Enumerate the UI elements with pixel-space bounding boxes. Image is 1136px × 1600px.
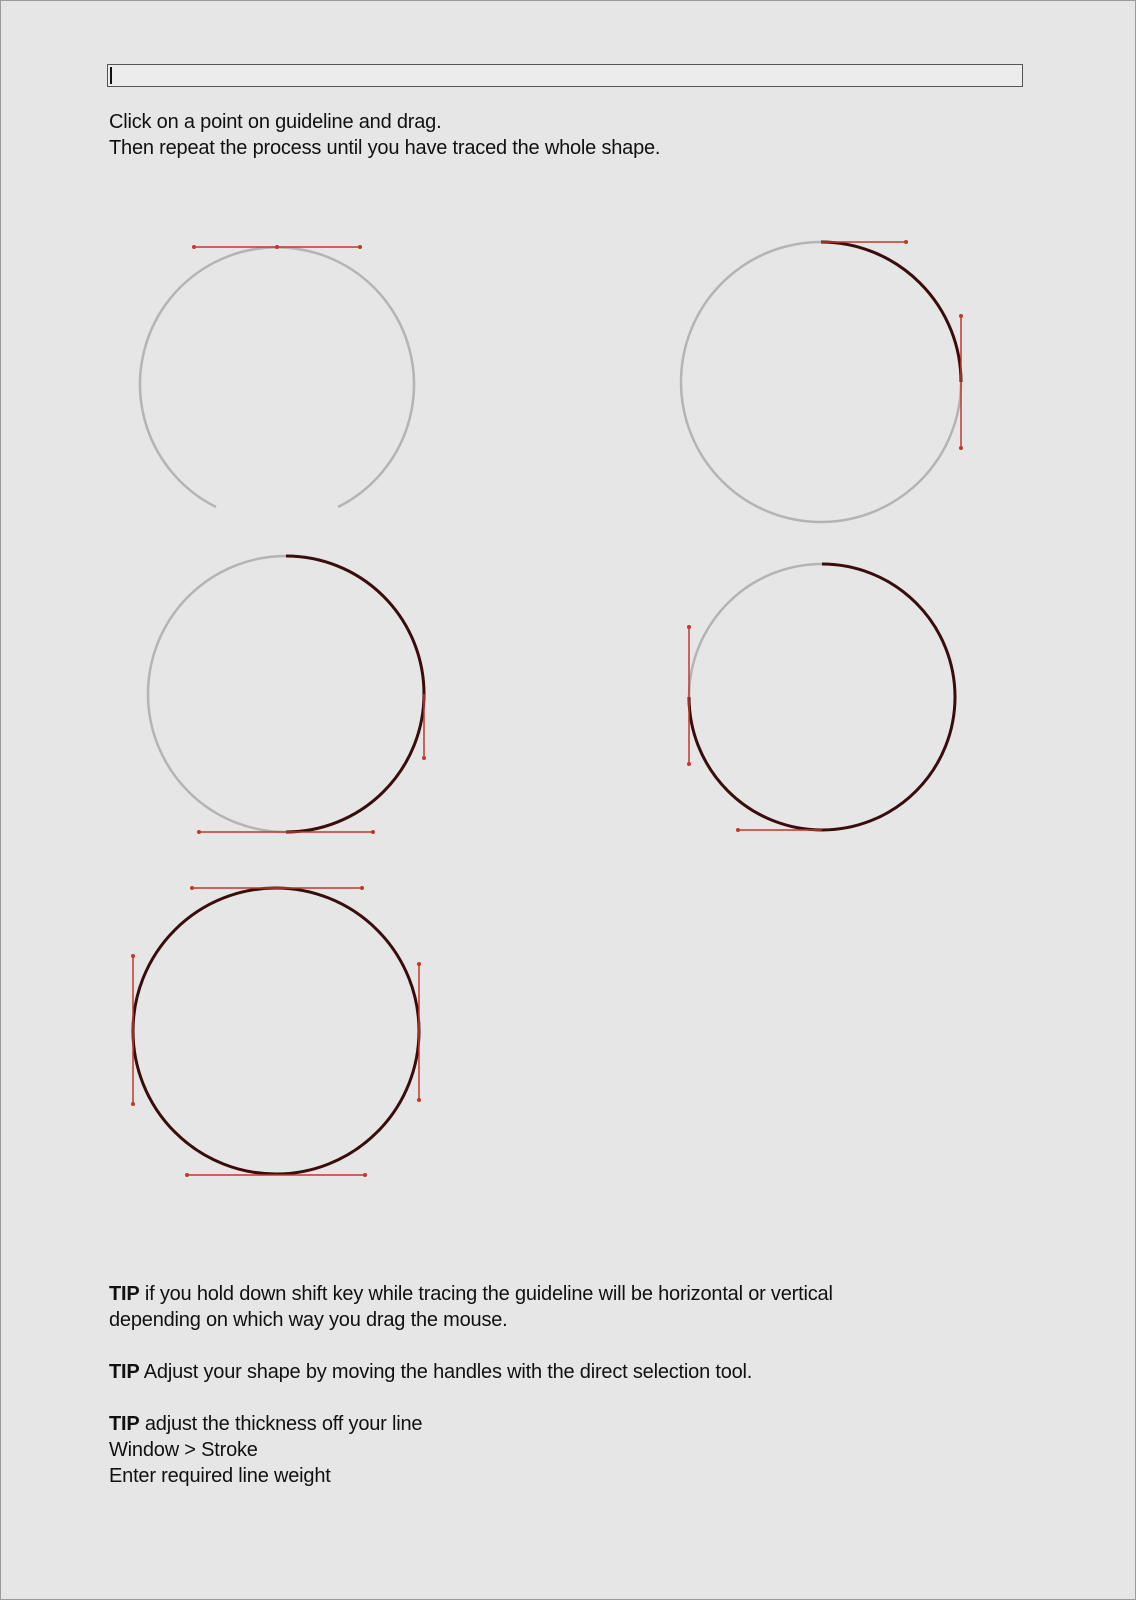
tip-text: Enter required line weight [109, 1465, 331, 1487]
tip-line [109, 1281, 833, 1307]
tips-section [109, 1281, 833, 1515]
tip-direct-selection [109, 1359, 833, 1385]
handle-point [360, 886, 364, 890]
handle-point [192, 245, 196, 249]
tip-text: if you hold down shift key while tracing the guideline will be horizontal or vertical [139, 1283, 833, 1305]
handle-point [131, 1102, 135, 1106]
step-1-figure [140, 245, 414, 507]
handle-point [185, 1173, 189, 1177]
handle-point [197, 830, 201, 834]
handle-point [358, 245, 362, 249]
step-3-figure [148, 556, 426, 834]
handle-point [190, 886, 194, 890]
guide-circle [140, 247, 414, 507]
anchor-point [275, 245, 279, 249]
handle-point [687, 762, 691, 766]
instruction-line-2: Then repeat the process until you have traced the whole shape. [109, 137, 661, 159]
tip-shift-key [109, 1281, 833, 1333]
tip-line [109, 1411, 833, 1437]
handle-point [417, 962, 421, 966]
tip-text: Adjust your shape by moving the handles with the direct selection tool. [139, 1361, 753, 1383]
handle-point [131, 954, 135, 958]
traced-path [286, 556, 424, 832]
handle-point [687, 625, 691, 629]
handle-point [959, 314, 963, 318]
handle-point [371, 830, 375, 834]
traced-path [689, 564, 955, 830]
traced-path [821, 242, 961, 382]
handle-point [422, 756, 426, 760]
handle-point [736, 828, 740, 832]
traced-path [133, 888, 419, 1174]
tip-line [109, 1359, 833, 1385]
handle-point [363, 1173, 367, 1177]
step-2-figure [681, 240, 963, 522]
tip-text: Window > Stroke [109, 1439, 258, 1461]
tip-label: TIP [109, 1283, 140, 1305]
handle-point [904, 240, 908, 244]
tip-label: TIP [109, 1361, 140, 1383]
tip-text: depending on which way you drag the mouse. [109, 1309, 508, 1331]
handle-point [417, 1098, 421, 1102]
step-5-figure [131, 886, 421, 1177]
tip-text: adjust the thickness off your line [139, 1413, 423, 1435]
step-4-figure [687, 564, 955, 832]
tip-label: TIP [109, 1413, 140, 1435]
instruction-line-1: Click on a point on guideline and drag. [109, 111, 442, 133]
tip-line-thickness [109, 1411, 833, 1489]
handle-point [959, 446, 963, 450]
